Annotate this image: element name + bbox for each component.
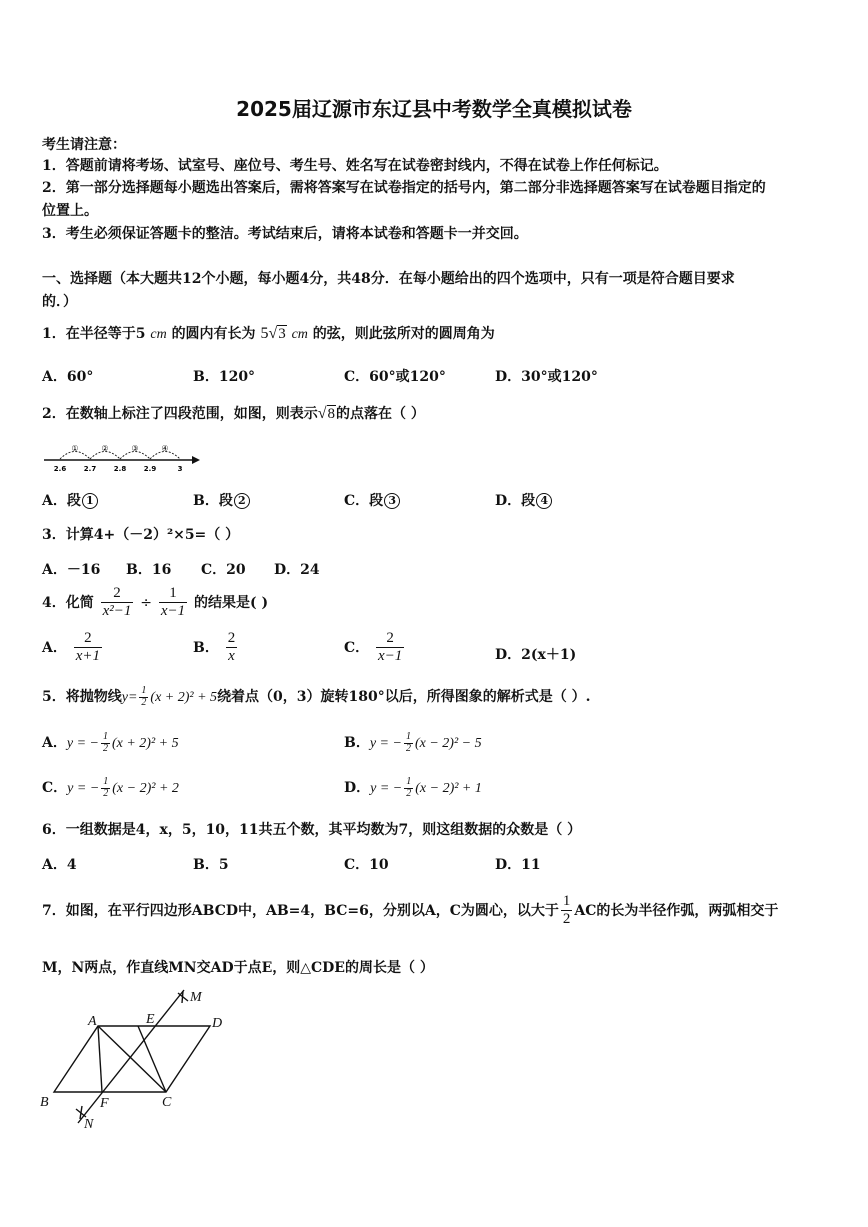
q3-option-d[interactable]: D．24 [274, 562, 320, 578]
q5-option-c[interactable]: C．y = − $\frac{1}{2}$ (x − 2)² + 2 [42, 776, 179, 799]
segment-af [98, 1026, 102, 1092]
label-a: A [88, 1014, 97, 1029]
q6-option-b[interactable]: B．5 [193, 857, 229, 873]
segment-label-1: ① [71, 444, 79, 453]
q4-option-b[interactable]: B． $\frac{2}{x}$ [193, 630, 236, 665]
q6-option-a[interactable]: A．4 [42, 857, 77, 873]
q4-fraction-2: $\frac{1}{x-1}$ [160, 585, 186, 620]
q4-option-c[interactable]: C． $\frac{2}{x-1}$ [344, 630, 403, 665]
question-7: 7．如图，在平行四边形ABCD中，AB=4，BC=6，分别以A，C为圆心，以大于 $\frac{1}{2}$ AC的长为半径作弧，两弧相交于 [42, 893, 779, 928]
q4-option-d[interactable]: D．2(x＋1) [495, 647, 577, 663]
q6-option-d[interactable]: D．11 [495, 857, 541, 873]
label-f: F [100, 1096, 109, 1111]
q4-fraction-1: $\frac{2}{\text{x²−1}}$ [102, 585, 132, 620]
q1-unit-2: cm [291, 327, 308, 342]
q2-option-a[interactable]: A．段 1 [42, 490, 98, 510]
q4-post: 的结果是( ) [194, 594, 269, 611]
notice-heading: 考生请注意： [42, 137, 126, 153]
question-6: 6．一组数据是4，x，5，10，11共五个数，其平均数为7，则这组数据的众数是（ ） [42, 822, 582, 838]
q7-pre: 7．如图，在平行四边形ABCD中，AB=4，BC=6，分别以A，C为圆心，以大于 [42, 902, 559, 919]
question-5: 5．将抛物线y= $\frac{1}{2}$ (x + 2)² + 5绕着点（0，3）旋转180°以后，所得图象的解析式是（ ）. [42, 685, 591, 708]
label-m: M [190, 990, 202, 1005]
question-7-line2: M，N两点，作直线MN交AD于点E，则△CDE的周长是（ ） [42, 960, 434, 976]
q5-option-d[interactable]: D．y = − $\frac{1}{2}$ (x − 2)² + 1 [344, 776, 482, 799]
page-title: 2025届辽源市东辽县中考数学全真模拟试卷 [236, 97, 632, 121]
q2-option-b[interactable]: B．段 2 [193, 490, 250, 510]
number-line-figure [42, 440, 202, 474]
parallelogram-figure [36, 985, 236, 1130]
arc-mark-n-2 [80, 1106, 82, 1119]
tick-label-2-6: 2.6 [53, 465, 67, 473]
q4-option-a[interactable]: A． $\frac{2}{x+1}$ [42, 630, 101, 665]
q1-option-a[interactable]: A．60° [42, 369, 94, 385]
q1-pre: 1．在半径等于5 [42, 326, 146, 342]
q5-pre: 5．将抛物线 [42, 689, 122, 705]
q3-option-a[interactable]: A．－16 [42, 562, 101, 578]
q1-coef: 5 [260, 325, 269, 342]
arc-mark-m-2 [182, 991, 183, 1003]
question-1: 1．在半径等于5 cm 的圆内有长为 5√3 cm 的弦，则此弦所对的圆周角为 [42, 325, 495, 342]
q4-divide: ÷ [140, 594, 153, 611]
q3-option-c[interactable]: C．20 [201, 562, 246, 578]
notice-item-2-cont: 位置上。 [42, 203, 98, 219]
q1-radicand: 3 [278, 326, 286, 342]
segment-ce [138, 1026, 166, 1092]
q1-mid: 的圆内有长为 [171, 326, 256, 342]
segment-label-4: ④ [161, 444, 169, 453]
notice-item-2: 2．第一部分选择题每小题选出答案后，需将答案写在试卷指定的括号内，第二部分非选择题答案写在试卷题目指定的 [42, 180, 766, 196]
q2-post: 的点落在（ ） [336, 406, 425, 422]
section-heading-line1: 一、选择题（本大题共12个小题，每小题4分，共48分．在每小题给出的四个选项中，只有一项是符合题目要求 [42, 271, 735, 287]
q1-option-d[interactable]: D．30°或120° [495, 369, 598, 385]
label-c: C [162, 1095, 172, 1110]
notice-item-3: 3．考生必须保证答题卡的整洁。考试结束后，请将本试卷和答题卡一并交回。 [42, 226, 528, 242]
question-2: 2．在数轴上标注了四段范围，如图，则表示√8的点落在（ ） [42, 405, 425, 422]
diagonal-ac [98, 1026, 166, 1092]
label-b: B [40, 1095, 49, 1110]
q2-option-d[interactable]: D．段 4 [495, 490, 552, 510]
q1-option-b[interactable]: B．120° [193, 369, 256, 385]
q7-post: AC的长为半径作弧，两弧相交于 [574, 902, 779, 919]
tick-label-2-9: 2.9 [143, 465, 157, 473]
q4-pre: 4．化简 [42, 594, 94, 611]
number-line-arrow [192, 456, 200, 464]
q2-option-c[interactable]: C．段 3 [344, 490, 400, 510]
notice-item-1: 1．答题前请将考场、试室号、座位号、考生号、姓名写在试卷密封线内，不得在试卷上作任何标记。 [42, 158, 668, 174]
question-3: 3．计算4+（－2）²×5=（ ） [42, 527, 240, 543]
q5-post: 绕着点（0，3）旋转180°以后，所得图象的解析式是（ ）. [217, 689, 591, 705]
q3-option-b[interactable]: B．16 [126, 562, 172, 578]
q2-radicand: 8 [327, 406, 336, 422]
section-heading-line2: 的．） [42, 294, 77, 310]
segment-label-3: ③ [131, 444, 139, 453]
q5-option-b[interactable]: B．y = − $\frac{1}{2}$ (x − 2)² − 5 [344, 731, 482, 754]
q1-post: 的弦，则此弦所对的圆周角为 [312, 326, 495, 342]
question-4 [42, 585, 268, 621]
q1-unit: cm [150, 327, 167, 342]
q2-pre: 2．在数轴上标注了四段范围，如图，则表示 [42, 406, 318, 422]
q1-option-c[interactable]: C．60°或120° [344, 369, 446, 385]
label-e: E [146, 1012, 155, 1027]
q6-option-c[interactable]: C．10 [344, 857, 389, 873]
tick-label-2-7: 2.7 [83, 465, 97, 473]
q5-option-a[interactable]: A．y = − $\frac{1}{2}$ (x + 2)² + 5 [42, 731, 179, 754]
label-d: D [212, 1016, 223, 1031]
tick-label-2-8: 2.8 [113, 465, 127, 473]
tick-label-3: 3 [177, 465, 183, 473]
label-n: N [84, 1117, 94, 1130]
segment-label-2: ② [101, 444, 109, 453]
